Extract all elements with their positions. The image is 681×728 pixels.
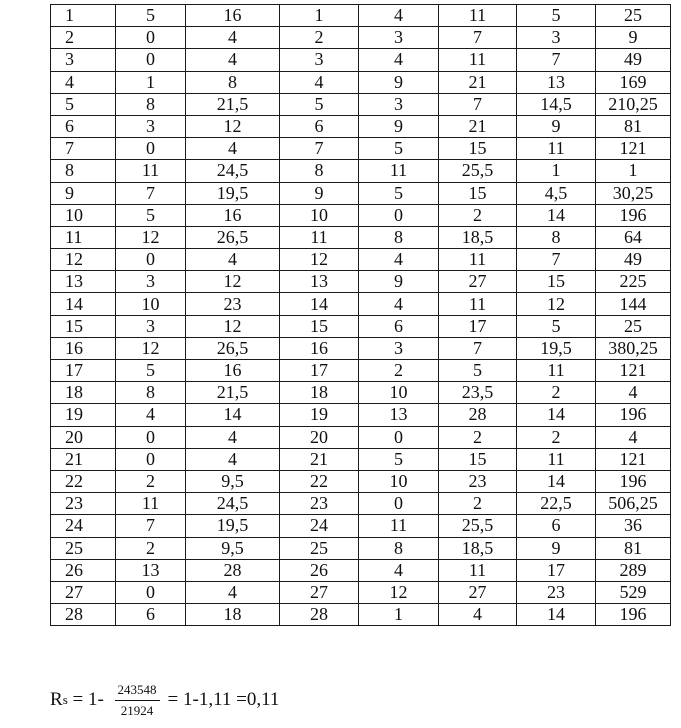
table-cell: 1 — [359, 604, 439, 626]
table-body — [51, 5, 671, 626]
table-row — [51, 182, 671, 204]
table-cell: 196 — [596, 404, 671, 426]
table-cell: 5 — [359, 182, 439, 204]
table-cell: 8 — [186, 71, 280, 93]
table-row — [51, 27, 671, 49]
table-cell: 24,5 — [186, 160, 280, 182]
table-cell: 19,5 — [517, 337, 596, 359]
table-cell: 0 — [359, 204, 439, 226]
table-cell: 9 — [359, 71, 439, 93]
table-cell: 0 — [116, 426, 186, 448]
table-cell: 196 — [596, 470, 671, 492]
table-cell: 7 — [439, 337, 517, 359]
table-cell: 121 — [596, 360, 671, 382]
table-cell: 9 — [517, 537, 596, 559]
table-cell: 8 — [280, 160, 359, 182]
table-cell: 4,5 — [517, 182, 596, 204]
table-cell: 6 — [51, 115, 116, 137]
table-cell: 14 — [186, 404, 280, 426]
table-cell: 196 — [596, 204, 671, 226]
table-cell: 25 — [280, 537, 359, 559]
table-cell: 0 — [116, 249, 186, 271]
table-cell: 4 — [596, 426, 671, 448]
table-cell: 6 — [359, 315, 439, 337]
table-cell: 1 — [51, 5, 116, 27]
table-cell: 4 — [359, 249, 439, 271]
table-cell: 1 — [116, 71, 186, 93]
table-cell: 3 — [51, 49, 116, 71]
table-cell: 22,5 — [517, 493, 596, 515]
table-cell: 169 — [596, 71, 671, 93]
table-cell: 24,5 — [186, 493, 280, 515]
table-cell: 121 — [596, 448, 671, 470]
table-cell: 1 — [280, 5, 359, 27]
table-cell: 2 — [439, 493, 517, 515]
table-cell: 2 — [116, 537, 186, 559]
table-cell: 3 — [517, 27, 596, 49]
table-cell: 5 — [116, 5, 186, 27]
table-row — [51, 404, 671, 426]
table-row — [51, 604, 671, 626]
table-cell: 2 — [116, 470, 186, 492]
table-cell: 7 — [116, 182, 186, 204]
table-cell: 19 — [51, 404, 116, 426]
table-cell: 3 — [280, 49, 359, 71]
table-cell: 121 — [596, 138, 671, 160]
table-cell: 11 — [439, 249, 517, 271]
table-cell: 13 — [517, 71, 596, 93]
table-cell: 9 — [51, 182, 116, 204]
table-row — [51, 559, 671, 581]
table-cell: 8 — [359, 226, 439, 248]
table-row — [51, 93, 671, 115]
table-cell: 17 — [439, 315, 517, 337]
table-cell: 26 — [280, 559, 359, 581]
table-cell: 12 — [359, 581, 439, 603]
table-cell: 14 — [51, 293, 116, 315]
table-row — [51, 49, 671, 71]
table-cell: 21 — [280, 448, 359, 470]
table-cell: 36 — [596, 515, 671, 537]
table-cell: 81 — [596, 537, 671, 559]
table-cell: 21 — [439, 71, 517, 93]
table-cell: 27 — [51, 581, 116, 603]
table-cell: 2 — [359, 360, 439, 382]
table-cell: 23 — [186, 293, 280, 315]
table-cell: 5 — [359, 448, 439, 470]
table-cell: 18,5 — [439, 537, 517, 559]
table-cell: 4 — [186, 138, 280, 160]
table-cell: 11 — [359, 515, 439, 537]
table-cell: 10 — [116, 293, 186, 315]
table-cell: 9 — [359, 115, 439, 137]
table-cell: 12 — [186, 315, 280, 337]
table-cell: 4 — [186, 27, 280, 49]
table-cell: 21 — [439, 115, 517, 137]
table-cell: 4 — [280, 71, 359, 93]
table-cell: 11 — [439, 49, 517, 71]
table-cell: 11 — [439, 5, 517, 27]
formula-result: = 1-1,11 =0,11 — [167, 689, 280, 710]
table-row — [51, 470, 671, 492]
table-cell: 23 — [517, 581, 596, 603]
table-cell: 4 — [186, 448, 280, 470]
table-cell: 4 — [596, 382, 671, 404]
table-cell: 6 — [116, 604, 186, 626]
table-cell: 3 — [359, 337, 439, 359]
table-cell: 14 — [517, 204, 596, 226]
table-cell: 0 — [359, 426, 439, 448]
table-cell: 81 — [596, 115, 671, 137]
table-cell: 9,5 — [186, 537, 280, 559]
table-cell: 12 — [186, 115, 280, 137]
table-cell: 2 — [517, 426, 596, 448]
table-cell: 11 — [51, 226, 116, 248]
table-row — [51, 337, 671, 359]
table-cell: 11 — [517, 138, 596, 160]
table-cell: 8 — [359, 537, 439, 559]
table-cell: 3 — [116, 115, 186, 137]
table-cell: 6 — [280, 115, 359, 137]
table-cell: 21,5 — [186, 93, 280, 115]
data-table — [50, 4, 671, 626]
table-cell: 17 — [51, 360, 116, 382]
table-cell: 9 — [280, 182, 359, 204]
table-cell: 5 — [51, 93, 116, 115]
table-cell: 23 — [51, 493, 116, 515]
table-cell: 8 — [116, 93, 186, 115]
table-cell: 0 — [116, 27, 186, 49]
table-cell: 15 — [517, 271, 596, 293]
table-cell: 0 — [116, 581, 186, 603]
table-cell: 13 — [51, 271, 116, 293]
table-cell: 12 — [51, 249, 116, 271]
table-cell: 7 — [439, 93, 517, 115]
table-cell: 13 — [116, 559, 186, 581]
table-cell: 19,5 — [186, 182, 280, 204]
table-cell: 3 — [359, 27, 439, 49]
table-cell: 14 — [280, 293, 359, 315]
table-cell: 0 — [116, 138, 186, 160]
table-cell: 21,5 — [186, 382, 280, 404]
table-cell: 20 — [51, 426, 116, 448]
table-cell: 18 — [51, 382, 116, 404]
table-cell: 26 — [51, 559, 116, 581]
table-row — [51, 382, 671, 404]
formula-symbol: R — [50, 689, 63, 710]
table-row — [51, 360, 671, 382]
table-cell: 210,25 — [596, 93, 671, 115]
table-cell: 11 — [439, 559, 517, 581]
table-cell: 4 — [359, 5, 439, 27]
table-cell: 10 — [359, 470, 439, 492]
table-cell: 7 — [439, 27, 517, 49]
table-cell: 25 — [596, 315, 671, 337]
table-row — [51, 5, 671, 27]
table-cell: 28 — [51, 604, 116, 626]
table-cell: 4 — [186, 49, 280, 71]
table-cell: 16 — [186, 360, 280, 382]
table-cell: 27 — [439, 271, 517, 293]
table-cell: 3 — [116, 315, 186, 337]
table-cell: 9,5 — [186, 470, 280, 492]
table-cell: 17 — [517, 559, 596, 581]
table-row — [51, 226, 671, 248]
table-cell: 21 — [51, 448, 116, 470]
table-cell: 4 — [359, 49, 439, 71]
table-cell: 2 — [517, 382, 596, 404]
table-row — [51, 293, 671, 315]
table-cell: 5 — [280, 93, 359, 115]
table-row — [51, 115, 671, 137]
table-cell: 7 — [517, 249, 596, 271]
table-cell: 27 — [280, 581, 359, 603]
table-cell: 15 — [280, 315, 359, 337]
table-row — [51, 515, 671, 537]
table-cell: 14 — [517, 404, 596, 426]
fraction-denominator: 21924 — [120, 702, 154, 718]
table-cell: 14 — [517, 470, 596, 492]
table-cell: 25 — [596, 5, 671, 27]
table-cell: 5 — [439, 360, 517, 382]
table-row — [51, 537, 671, 559]
table-cell: 13 — [280, 271, 359, 293]
table-cell: 10 — [51, 204, 116, 226]
table-cell: 16 — [186, 204, 280, 226]
table-cell: 4 — [186, 249, 280, 271]
table-cell: 19,5 — [186, 515, 280, 537]
table-cell: 17 — [280, 360, 359, 382]
table-cell: 24 — [280, 515, 359, 537]
table-cell: 4 — [51, 71, 116, 93]
table-cell: 4 — [186, 581, 280, 603]
table-cell: 144 — [596, 293, 671, 315]
table-cell: 23,5 — [439, 382, 517, 404]
table-row — [51, 271, 671, 293]
table-cell: 5 — [517, 5, 596, 27]
data-table-container — [50, 4, 670, 626]
table-cell: 5 — [116, 204, 186, 226]
table-cell: 26,5 — [186, 337, 280, 359]
table-cell: 12 — [280, 249, 359, 271]
table-cell: 2 — [439, 426, 517, 448]
table-cell: 15 — [439, 138, 517, 160]
table-cell: 25,5 — [439, 160, 517, 182]
table-cell: 11 — [116, 160, 186, 182]
table-cell: 7 — [280, 138, 359, 160]
table-cell: 0 — [116, 49, 186, 71]
table-cell: 30,25 — [596, 182, 671, 204]
table-cell: 4 — [439, 604, 517, 626]
table-cell: 1 — [517, 160, 596, 182]
table-cell: 15 — [439, 448, 517, 470]
table-cell: 25,5 — [439, 515, 517, 537]
table-cell: 380,25 — [596, 337, 671, 359]
table-row — [51, 160, 671, 182]
table-cell: 16 — [280, 337, 359, 359]
table-cell: 15 — [439, 182, 517, 204]
table-cell: 49 — [596, 49, 671, 71]
table-row — [51, 448, 671, 470]
table-cell: 11 — [517, 448, 596, 470]
formula-subscript: s — [62, 692, 68, 707]
table-cell: 18,5 — [439, 226, 517, 248]
table-cell: 7 — [517, 49, 596, 71]
table-cell: 5 — [517, 315, 596, 337]
table-cell: 16 — [51, 337, 116, 359]
table-cell: 14 — [517, 604, 596, 626]
table-cell: 19 — [280, 404, 359, 426]
table-row — [51, 315, 671, 337]
table-cell: 18 — [186, 604, 280, 626]
table-row — [51, 581, 671, 603]
table-cell: 7 — [51, 138, 116, 160]
table-cell: 529 — [596, 581, 671, 603]
table-cell: 27 — [439, 581, 517, 603]
table-cell: 28 — [186, 559, 280, 581]
table-row — [51, 204, 671, 226]
table-cell: 225 — [596, 271, 671, 293]
table-row — [51, 71, 671, 93]
formula-lhs: = 1- — [67, 689, 109, 710]
table-cell: 12 — [186, 271, 280, 293]
table-cell: 3 — [359, 93, 439, 115]
table-cell: 5 — [116, 360, 186, 382]
table-cell: 9 — [596, 27, 671, 49]
table-cell: 11 — [439, 293, 517, 315]
table-row — [51, 138, 671, 160]
table-cell: 28 — [439, 404, 517, 426]
table-cell: 20 — [280, 426, 359, 448]
table-cell: 12 — [116, 337, 186, 359]
table-cell: 0 — [116, 448, 186, 470]
table-cell: 4 — [359, 293, 439, 315]
table-cell: 10 — [280, 204, 359, 226]
table-cell: 23 — [439, 470, 517, 492]
formula-fraction — [115, 682, 160, 719]
table-cell: 0 — [359, 493, 439, 515]
table-cell: 12 — [116, 226, 186, 248]
table-cell: 8 — [116, 382, 186, 404]
table-cell: 14,5 — [517, 93, 596, 115]
table-cell: 289 — [596, 559, 671, 581]
table-cell: 49 — [596, 249, 671, 271]
fraction-numerator: 243548 — [115, 682, 160, 701]
table-cell: 23 — [280, 493, 359, 515]
table-cell: 8 — [517, 226, 596, 248]
table-cell: 3 — [116, 271, 186, 293]
table-cell: 2 — [280, 27, 359, 49]
table-cell: 6 — [517, 515, 596, 537]
table-cell: 22 — [280, 470, 359, 492]
table-cell: 2 — [51, 27, 116, 49]
table-row — [51, 426, 671, 448]
table-cell: 64 — [596, 226, 671, 248]
table-cell: 9 — [517, 115, 596, 137]
table-cell: 24 — [51, 515, 116, 537]
table-cell: 13 — [359, 404, 439, 426]
table-cell: 18 — [280, 382, 359, 404]
spearman-formula — [50, 675, 279, 725]
table-cell: 16 — [186, 5, 280, 27]
table-cell: 15 — [51, 315, 116, 337]
table-cell: 9 — [359, 271, 439, 293]
table-cell: 25 — [51, 537, 116, 559]
table-cell: 1 — [596, 160, 671, 182]
table-cell: 11 — [517, 360, 596, 382]
table-cell: 10 — [359, 382, 439, 404]
table-cell: 4 — [359, 559, 439, 581]
table-cell: 196 — [596, 604, 671, 626]
table-cell: 4 — [186, 426, 280, 448]
table-cell: 26,5 — [186, 226, 280, 248]
table-row — [51, 493, 671, 515]
table-cell: 506,25 — [596, 493, 671, 515]
table-cell: 11 — [280, 226, 359, 248]
table-cell: 11 — [359, 160, 439, 182]
table-row — [51, 249, 671, 271]
table-cell: 7 — [116, 515, 186, 537]
table-cell: 8 — [51, 160, 116, 182]
table-cell: 5 — [359, 138, 439, 160]
table-cell: 22 — [51, 470, 116, 492]
table-cell: 11 — [116, 493, 186, 515]
table-cell: 2 — [439, 204, 517, 226]
table-cell: 28 — [280, 604, 359, 626]
table-cell: 12 — [517, 293, 596, 315]
table-cell: 4 — [116, 404, 186, 426]
